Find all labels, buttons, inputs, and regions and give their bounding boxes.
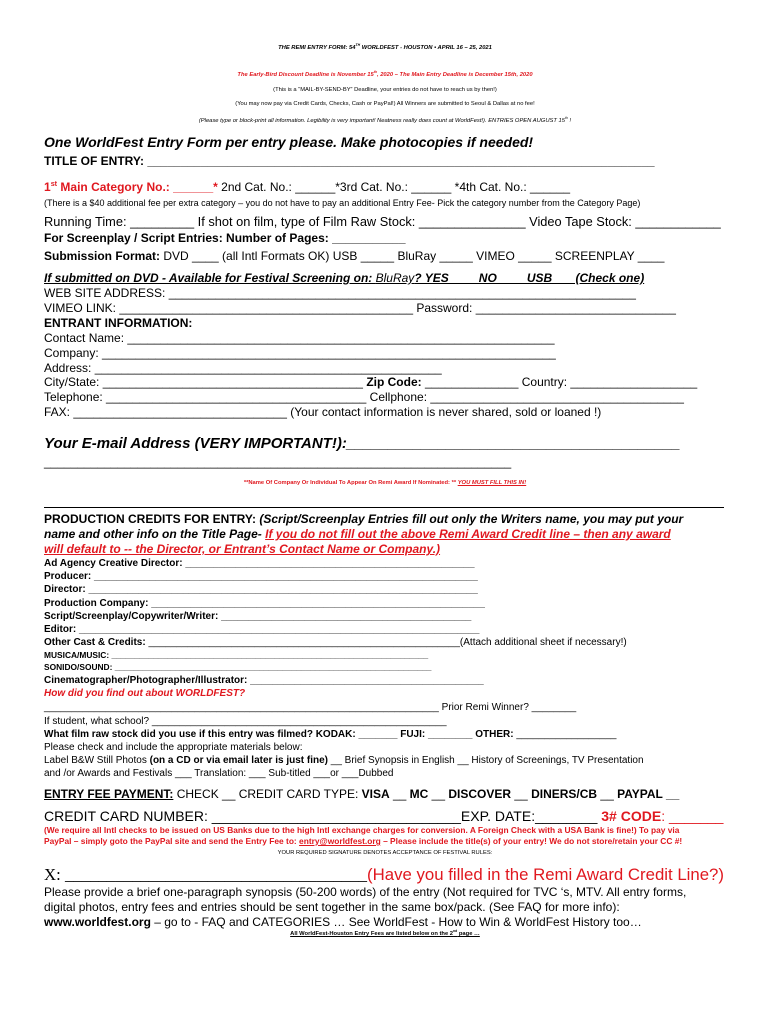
entry-email-link[interactable]: entry@worldfest.org	[299, 836, 381, 846]
editor-field[interactable]: Editor: ________________________________________________________________________	[44, 624, 480, 635]
screenplay-pages-field[interactable]: For Screenplay / Script Entries: Number of Pages: ___________	[44, 231, 406, 245]
company-field[interactable]: Company: ____________________________________________________________________	[44, 346, 556, 360]
other-cast-field[interactable]: Other Cast & Credits: ________________________________________________________(Attach additional sheet if necessary!)	[44, 637, 627, 648]
print-note: (Please type or block-print all information. Legibility is very important! Neatness really does count at WorldFest!). ENTRIES OPEN AUGUST 15th !	[198, 116, 572, 124]
form-title: THE REMI ENTRY FORM: 54TH WORLDFEST - HOUSTON • APRIL 16 – 25, 2021	[278, 43, 492, 51]
entrant-info-heading: ENTRANT INFORMATION:	[44, 316, 193, 330]
website-field[interactable]: WEB SITE ADDRESS: ______________________________________________________________________	[44, 286, 636, 300]
title-of-entry-field[interactable]: TITLE OF ENTRY: ____________________________________________________________________________	[44, 154, 655, 168]
sound-field[interactable]: SONIDO/SOUND: ____________________________________________________________________	[44, 662, 432, 672]
student-school-field[interactable]: If student, what school? _____________________________________________________	[44, 716, 447, 727]
category-fields[interactable]: 1st Main Category No.: ______* 2nd Cat. No.: ______*3rd Cat. No.: ______ *4th Cat. No.: ______	[44, 179, 571, 194]
award-default-note: will default to -- the Director, or Entrant’s Contact Name or Company.)	[44, 542, 441, 556]
ad-agency-director-field[interactable]: Ad Agency Creative Director: ____________________________________________________	[44, 558, 475, 569]
production-credits-note: name and other info on the Title Page- If you do not fill out the above Remi Award Credit line – then any award	[44, 527, 671, 541]
telephone-field[interactable]: Telephone: _______________________________________ Cellphone: ______________________________________	[44, 390, 684, 404]
email-second-line[interactable]: ______________________________________________________________________	[44, 455, 512, 469]
materials-instruction: Please check and include the appropriate materials below:	[44, 742, 303, 753]
category-fee-note: (There is a $40 additional fee per extra category – you do not have to pay an additional Entry Fee- Pick the category number from the Category Page)	[44, 198, 641, 208]
awards-translation-checklist[interactable]: and /or Awards and Festivals ___ Translation: ___ Sub-titled ___or ___Dubbed	[44, 768, 394, 779]
paypal-note: PayPal – simply goto the PayPal site and send the Entry Fee to: entry@worldfest.org – Please include the title(s) of your entry! We do not store/retain your CC #!	[44, 836, 683, 846]
one-form-note: One WorldFest Entry Form per entry please. Make photocopies if needed!	[44, 134, 534, 150]
how-find-question: How did you find out about WORLDFEST?	[44, 688, 246, 699]
dvd-availability-field[interactable]: If submitted on DVD - Available for Festival Screening on: BluRay? YES____ NO____ USB___ (Check one)	[44, 271, 645, 285]
worldfest-url[interactable]: www.worldfest.org	[44, 915, 151, 929]
signature-field[interactable]: X: ____________________________________(Have you filled in the Remi Award Credit Line?)	[44, 865, 724, 884]
film-stock-field[interactable]: What film raw stock did you use if this entry was filmed? KODAK: _______ FUJI: ________ OTHER: __________________	[44, 729, 617, 740]
award-name-notice: **Name Of Company Or Individual To Appear On Remi Award If Nominated: ** YOU MUST FILL THIS IN!	[243, 480, 527, 486]
contact-name-field[interactable]: Contact Name: ________________________________________________________________	[44, 331, 555, 345]
synopsis-instructions-2: digital photos, entry fees and entries should be sent together in the same box/pack. (See FAQ for more info):	[44, 900, 620, 914]
fax-field[interactable]: FAX: ________________________________ (Your contact information is never shared, sold or loaned !)	[44, 405, 602, 419]
worldfest-website-line: www.worldfest.org – go to - FAQ and CATEGORIES … See WorldFest - How to Win & WorldFest History too…	[44, 915, 642, 929]
production-company-field[interactable]: Production Company: ____________________________________________________________	[44, 598, 485, 609]
mail-deadline-note: (This is a “MAIL-BY-SEND-BY” Deadline, your entries do not have to reach us by then!)	[273, 87, 497, 93]
writer-field[interactable]: Script/Screenplay/Copywriter/Writer: _____________________________________________	[44, 611, 472, 622]
running-time-field[interactable]: Running Time: _________ If shot on film, type of Film Raw Stock: _______________ Video Tape Stock: ____________	[44, 214, 721, 229]
payment-note: (You may now pay via Credit Cards, Checks, Cash or PayPal!) All Winners are submitted to Seoul & Dallas at no fee!	[235, 101, 535, 107]
entry-fees-note: All WorldFest-Houston Entry Fees are listed below on the 2nd page …	[290, 929, 480, 937]
credit-card-field[interactable]: CREDIT CARD NUMBER: ________________________________EXP. DATE:________ 3# CODE: _______	[44, 808, 724, 824]
entry-fee-payment-field[interactable]: ENTRY FEE PAYMENT: CHECK __ CREDIT CARD TYPE: VISA __ MC __ DISCOVER __ DINERS/CB __ PAYPAL __	[44, 787, 680, 801]
vimeo-field[interactable]: VIMEO LINK: ____________________________________________ Password: ______________________________	[44, 301, 676, 315]
prior-winner-field[interactable]: _______________________________________________________________________ Prior Remi Winner? ________	[44, 702, 577, 713]
submission-format-field[interactable]: Submission Format: DVD ____ (all Intl Formats OK) USB _____ BluRay _____ VIMEO _____ SCREENPLAY ____	[44, 249, 665, 263]
intl-checks-note: (We require all Intl checks to be issued on US Banks due to the high Intl exchange charges for conversion. A Foreign Check with a USA Bank is fine!) To pay via	[44, 825, 680, 835]
director-field[interactable]: Director: ______________________________________________________________________	[44, 584, 478, 595]
music-field[interactable]: MUSICA/MUSIC: ____________________________________________________________________	[44, 650, 429, 660]
producer-field[interactable]: Producer: _____________________________________________________________________	[44, 571, 478, 582]
deadline-notice: The Early-Bird Discount Deadline is November 15th, 2020 – The Main Entry Deadline is December 15th, 2020	[237, 70, 533, 78]
synopsis-instructions: Please provide a brief one-paragraph synopsis (50-200 words) of the entry (Not required for TVC ‘s, MTV. All entry forms,	[44, 885, 687, 899]
city-state-field[interactable]: City/State: _______________________________________ Zip Code: ______________ Country: ___________________	[44, 375, 698, 389]
signature-heading: YOUR REQUIRED SIGNATURE DENOTES ACCEPTANCE OF FESTIVAL RULES:	[277, 850, 493, 856]
production-credits-heading: PRODUCTION CREDITS FOR ENTRY: (Script/Screenplay Entries fill out only the Writers name, you may put your	[44, 512, 684, 526]
section-divider	[44, 507, 724, 508]
materials-checklist[interactable]: Label B&W Still Photos (on a CD or via email later is just fine) __ Brief Synopsis in English __ History of Screenings, TV Presentation	[44, 755, 644, 766]
address-field[interactable]: Address: ____________________________________________________	[44, 361, 442, 375]
email-field[interactable]: Your E-mail Address (VERY IMPORTANT!):________________________________________	[44, 435, 681, 452]
cinematographer-field[interactable]: Cinematographer/Photographer/Illustrator: __________________________________________	[44, 675, 484, 686]
